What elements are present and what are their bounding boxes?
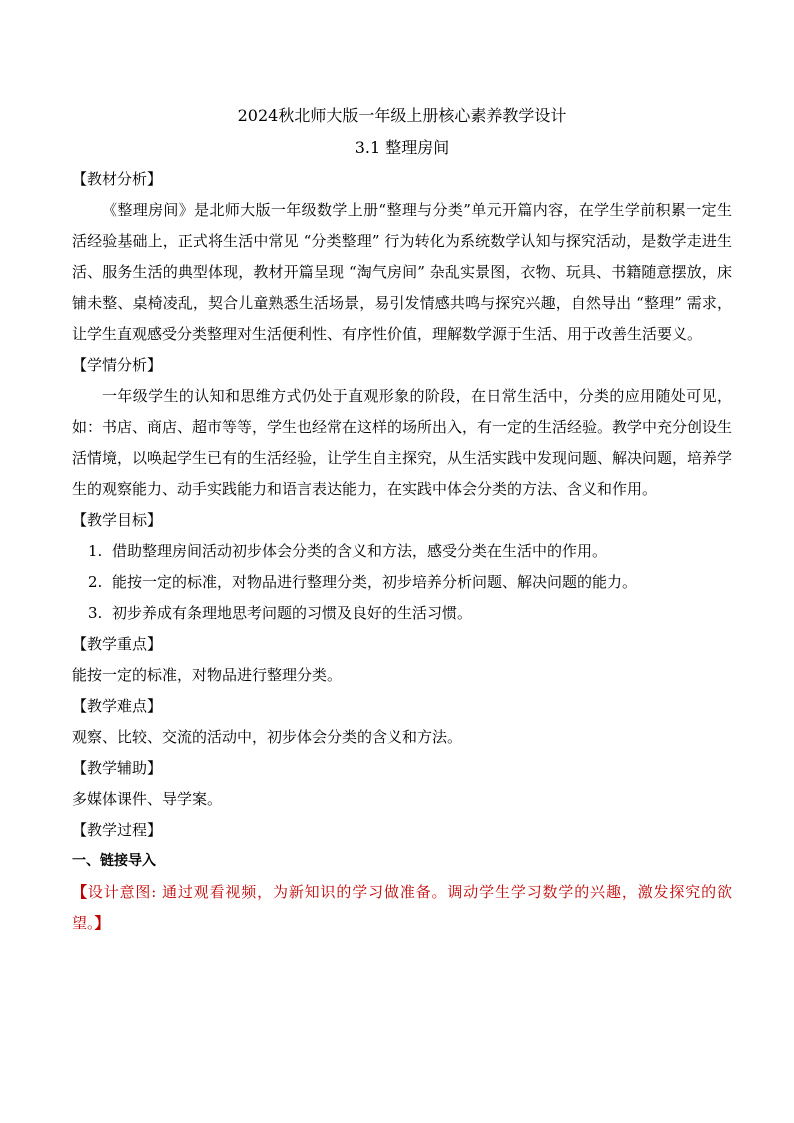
goal-item: [72, 536, 732, 567]
goal-text: 初步养成有条理地思考问题的习惯及良好的生活习惯。: [112, 604, 473, 622]
textbook-analysis-heading: 【教材分析】: [72, 170, 163, 188]
textbook-analysis-body: 《整理房间》是北师大版一年级数学上册“整理与分类”单元开篇内容，在学生学前积累一定生活经验基础上，正式将生活中常见 “分类整理” 行为转化为系统数学认知与探究活动，是数学走进生活、服务生活的典型体现，教材开篇呈现 “淘气房间” 杂乱实景图，衣物、玩具、书籍随意摆放，床铺未整、桌椅凌乱，契合儿童熟悉生活场景，易引发情感共鸣与探究兴趣，自然导出 “整理” 需求，让学生直观感受分类整理对生活便利性、有序性价值，理解数学源于生活、用于改善生活要义。: [72, 201, 732, 343]
design-intent-note: [72, 877, 732, 939]
goal-number: 1.: [88, 542, 103, 560]
document-page: [72, 100, 732, 939]
difficulties-body: 观察、比较、交流的活动中，初步体会分类的含义和方法。: [72, 728, 463, 746]
teaching-process-heading: 【教学过程】: [72, 821, 163, 839]
key-points-heading: 【教学重点】: [72, 635, 163, 653]
goal-item: [72, 567, 732, 598]
goal-item: [72, 598, 732, 629]
design-note-close-bracket: 】: [94, 914, 110, 932]
goal-text: 能按一定的标准，对物品进行整理分类，初步培养分析问题、解决问题的能力。: [112, 573, 638, 591]
teaching-goals-list: [72, 536, 732, 629]
design-note-open-bracket: 【: [72, 883, 88, 901]
student-analysis-body: 一年级学生的认知和思维方式仍处于直观形象的阶段，在日常生活中，分类的应用随处可见，如：书店、商店、超市等等，学生也经常在这样的场所出入，有一定的生活经验。教学中充分创设生活情境，以唤起学生已有的生活经验，让学生自主探究，从生活实践中发现问题、解决问题，培养学生的观察能力、动手实践能力和语言表达能力，在实践中体会分类的方法、含义和作用。: [72, 387, 733, 498]
difficulties-heading: 【教学难点】: [72, 697, 163, 715]
teaching-goals-heading: 【教学目标】: [72, 511, 163, 529]
goal-number: 2.: [88, 573, 103, 591]
step-one-title: 一、链接导入: [72, 853, 156, 869]
goal-text: 借助整理房间活动初步体会分类的含义和方法，感受分类在生活中的作用。: [112, 542, 608, 560]
document-title: 2024秋北师大版一年级上册核心素养教学设计: [237, 106, 567, 125]
design-note-text: 设计意图: 通过观看视频，为新知识的学习做准备。调动学生学习数学的兴趣，激发探究的欲望。: [72, 883, 732, 932]
teaching-aids-heading: 【教学辅助】: [72, 759, 163, 777]
teaching-aids-body: 多媒体课件、导学案。: [72, 790, 223, 808]
key-points-body: 能按一定的标准，对物品进行整理分类。: [72, 666, 343, 684]
lesson-title: 3.1 整理房间: [354, 138, 450, 157]
student-analysis-heading: 【学情分析】: [72, 356, 163, 374]
goal-number: 3.: [88, 604, 103, 622]
